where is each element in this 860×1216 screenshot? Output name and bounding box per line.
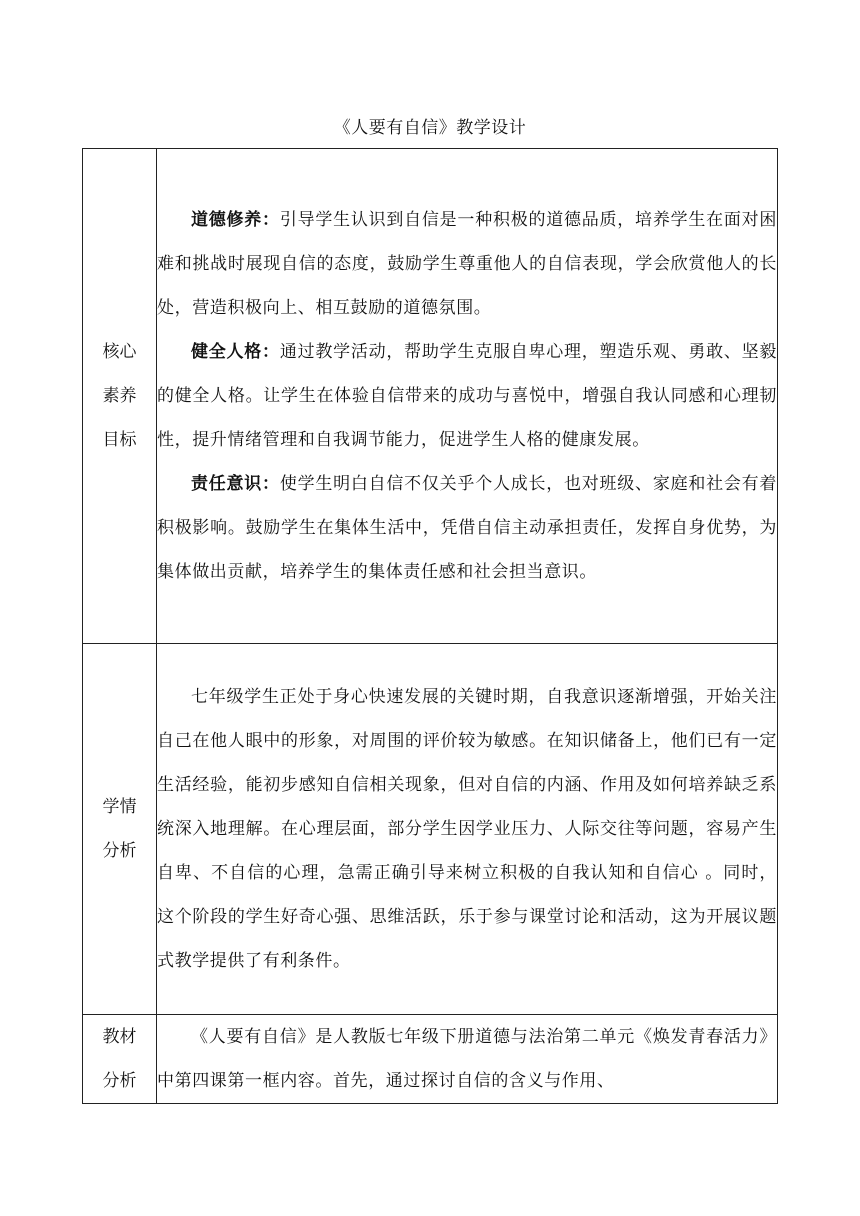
document-title: 《人要有自信》教学设计 xyxy=(333,118,527,138)
paragraph-heading: 责任意识： xyxy=(191,474,280,494)
label-line: 核心 xyxy=(102,342,137,362)
row-content-student-analysis xyxy=(157,644,778,1015)
label-line: 教材 xyxy=(102,1027,137,1047)
row-label-student-analysis xyxy=(83,644,157,1015)
label-line: 学情 xyxy=(102,797,137,817)
teaching-design-table xyxy=(82,148,778,1104)
row-label-core-literacy xyxy=(83,149,157,644)
paragraph-heading: 道德修养： xyxy=(191,210,280,230)
row-content-core-literacy xyxy=(157,149,778,644)
paragraph xyxy=(157,462,777,594)
paragraph-text: 引导学生认识到自信是一种积极的道德品质，培养学生在面对困难和挑战时展现自信的态度，鼓励学生尊重他人的自信表现，学会欣赏他人的长处，营造积极向上、相互鼓励的道德氛围。 xyxy=(157,210,777,318)
table-row xyxy=(83,149,778,644)
paragraph xyxy=(157,330,777,462)
label-line: 分析 xyxy=(102,1071,137,1091)
paragraph: 《人要有自信》是人教版七年级下册道德与法治第二单元《焕发青春活力》中第四课第一框内容。首先，通过探讨自信的含义与作用、 xyxy=(157,1027,777,1091)
row-content-textbook-analysis xyxy=(157,1015,778,1104)
paragraph: 七年级学生正处于身心快速发展的关键时期，自我意识逐渐增强，开始关注自己在他人眼中的形象，对周围的评价较为敏感。在知识储备上，他们已有一定生活经验，能初步感知自信相关现象，但对自信的内涵、作用及如何培养缺乏系统深入地理解。在心理层面，部分学生因学业压力、人际交往等问题，容易产生自卑、不自信的心理，急需正确引导来树立积极的自我认知和自信心 。同时，这个阶段的学生好奇心强、思维活跃，乐于参与课堂讨论和活动，这为开展议题式教学提供了有利条件。 xyxy=(157,687,777,971)
paragraph-text: 通过教学活动，帮助学生克服自卑心理，塑造乐观、勇敢、坚毅的健全人格。让学生在体验自信带来的成功与喜悦中，增强自我认同感和心理韧性，提升情绪管理和自我调节能力，促进学生人格的健康发展。 xyxy=(157,342,777,450)
row-label-textbook-analysis xyxy=(83,1015,157,1104)
paragraph xyxy=(157,198,777,330)
paragraph-text: 使学生明白自信不仅关乎个人成长，也对班级、家庭和社会有着积极影响。鼓励学生在集体生活中，凭借自信主动承担责任，发挥自身优势，为集体做出贡献，培养学生的集体责任感和社会担当意识。 xyxy=(157,474,777,582)
label-line: 素养 xyxy=(102,386,137,406)
paragraph-heading: 健全人格： xyxy=(191,342,280,362)
label-line: 目标 xyxy=(102,430,137,450)
table-row xyxy=(83,644,778,1015)
table-row xyxy=(83,1015,778,1104)
label-line: 分析 xyxy=(102,841,137,861)
